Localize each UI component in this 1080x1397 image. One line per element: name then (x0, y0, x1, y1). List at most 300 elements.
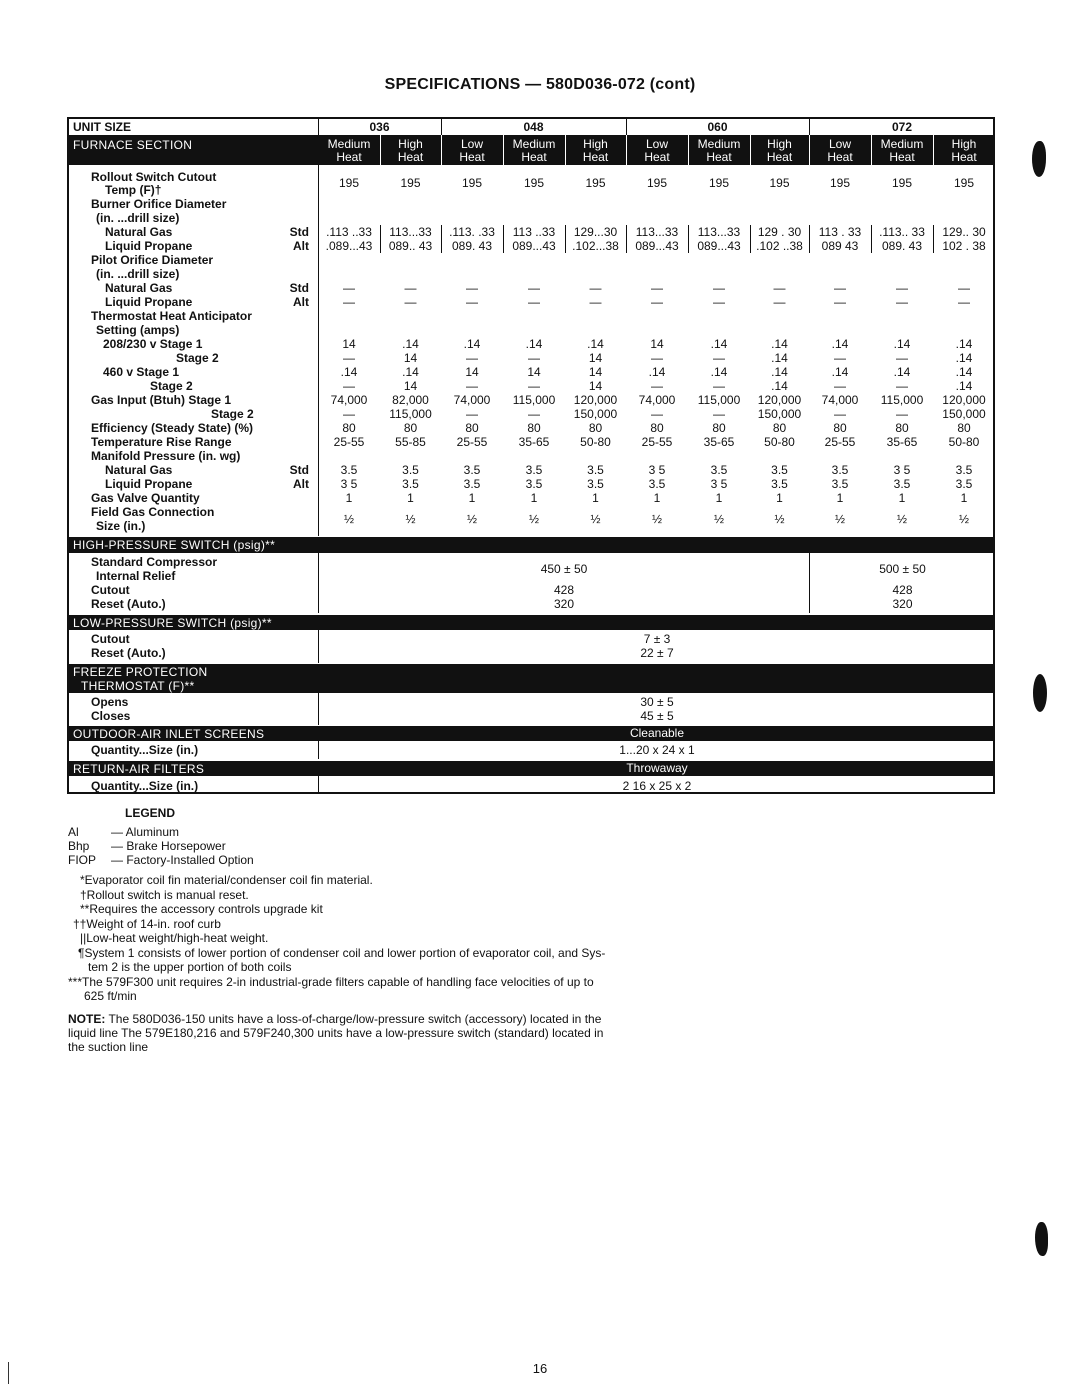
heat-word: Heat (521, 150, 547, 164)
furnace-value-cell: — (343, 351, 355, 365)
row-label: Liquid Propane (105, 239, 193, 253)
furnace-value-cell: 74,000 (330, 393, 368, 407)
furnace-value-cell: 80 (957, 421, 971, 435)
furnace-value-cell: — (343, 281, 355, 295)
furnace-value-cell: 14 (403, 351, 418, 365)
furnace-value-cell: .14 (463, 337, 481, 351)
note-label: NOTE: (68, 1012, 106, 1026)
furnace-value-cell: — (589, 295, 602, 309)
furnace-value-cell: 14 (588, 379, 603, 393)
furnace-value-cell: 80 (588, 421, 603, 435)
furnace-section-label: FURNACE SECTION (73, 138, 193, 152)
furnace-value-cell: 113 . 33 (818, 225, 862, 239)
return-air-header (69, 761, 993, 776)
furnace-value-cell: .14 (648, 365, 666, 379)
row-label: Natural Gas (105, 281, 173, 295)
furnace-value-cell: 1 (592, 491, 599, 505)
divider (688, 135, 689, 165)
furnace-value-cell: 113 ..33 (512, 225, 556, 239)
furnace-value-cell: — (466, 351, 478, 365)
divider (565, 225, 566, 239)
furnace-value-cell: 195 (338, 176, 360, 190)
furnace-value-cell: — (773, 295, 786, 309)
legend-definition: — Brake Horsepower (111, 839, 226, 853)
furnace-value-cell: ½ (466, 512, 477, 526)
heat-level-header (565, 138, 626, 164)
furnace-value-cell: ½ (343, 512, 354, 526)
page-title: SPECIFICATIONS — 580D036-072 (cont) (384, 76, 696, 93)
heat-word: Heat (827, 150, 853, 164)
furnace-value-cell: 129.. 30 (942, 225, 986, 239)
furnace-value-cell: — (834, 407, 846, 421)
furnace-value-cell: 25-55 (456, 435, 488, 449)
furnace-value-cell: 195 (829, 176, 851, 190)
furnace-value-cell: 3.5 (402, 463, 419, 477)
row-label: Opens (91, 695, 129, 709)
furnace-value-cell: .113 ..33 (326, 225, 372, 239)
heat-level-header (503, 138, 565, 164)
furnace-value-cell: 1 (653, 491, 661, 505)
divider (441, 135, 442, 165)
std-alt-label: Std (289, 463, 309, 477)
heat-level-header (380, 138, 441, 164)
furnace-value-cell: 80 (833, 421, 847, 435)
furnace-value-cell: 3.5 (463, 477, 481, 491)
furnace-value-cell: 195 (400, 176, 421, 190)
outdoor-air-label: OUTDOOR-AIR INLET SCREENS (73, 727, 265, 741)
furnace-value-cell: .102 ..38 (756, 239, 803, 253)
divider (933, 135, 934, 165)
furnace-value-cell: ½ (834, 512, 845, 526)
heat-level-word: High (398, 137, 423, 151)
std-alt-label: Alt (293, 295, 309, 309)
heat-word: Heat (582, 150, 609, 164)
furnace-value-cell: 80 (342, 421, 356, 435)
furnace-value-cell: ½ (958, 512, 969, 526)
furnace-value-cell: 25-55 (641, 435, 673, 449)
furnace-value-cell: 3.5 (831, 477, 849, 491)
footnote: ***The 579F300 unit requires 2-in industrial-grade filters capable of handling face velocities of up to (68, 974, 594, 989)
divider (809, 119, 810, 135)
note-line-1: The 580D036-150 units have a loss-of-charge/low-pressure switch (accessory) located in the (105, 1012, 602, 1026)
furnace-value-cell: 113...33 (697, 225, 741, 239)
row-label: Closes (91, 709, 131, 723)
low-pressure-header (69, 615, 993, 630)
row-label: 208/230 v Stage 1 (103, 337, 203, 351)
furnace-value-cell: 3.5 (587, 477, 604, 491)
furnace-value-cell: 129...30 (573, 225, 618, 239)
furnace-value-cell: 113...33 (389, 225, 432, 239)
divider (809, 225, 810, 239)
furnace-value-cell: 1 (898, 491, 906, 505)
furnace-value-cell: .113. .33 (449, 225, 495, 239)
divider (318, 119, 319, 135)
freeze-protection-label-1: FREEZE PROTECTION (73, 665, 208, 679)
furnace-value-cell: 80 (772, 421, 787, 435)
lp-cutout: 7 ± 3 (643, 632, 671, 646)
row-label: Reset (Auto.) (91, 597, 166, 611)
std-alt-label: Alt (293, 239, 309, 253)
divider (626, 225, 627, 239)
furnace-value-cell: ½ (528, 512, 539, 526)
furnace-value-cell: 3 5 (893, 463, 911, 477)
furnace-value-cell: — (466, 281, 478, 295)
row-label: Stage 2 (176, 351, 219, 365)
furnace-value-cell: 14 (588, 351, 603, 365)
row-label: Liquid Propane (105, 295, 193, 309)
furnace-value-cell: 3.5 (893, 477, 911, 491)
furnace-value-cell: — (713, 351, 725, 365)
furnace-value-cell: — (896, 351, 908, 365)
divider (380, 239, 381, 253)
furnace-value-cell: — (466, 295, 478, 309)
legend-title: LEGEND (125, 806, 176, 820)
legend-definition: — Factory-Installed Option (111, 853, 254, 867)
note-line-3: the suction line (68, 1040, 149, 1054)
row-label: Liquid Propane (105, 477, 193, 491)
divider (441, 119, 442, 135)
furnace-value-cell: — (651, 295, 663, 309)
heat-level-header (441, 138, 503, 164)
heat-word: Heat (706, 150, 732, 164)
row-label: Thermostat Heat Anticipator (91, 309, 252, 323)
furnace-value-cell: 150,000 (573, 407, 618, 421)
return-air-qty: 2 16 x 25 x 2 (622, 779, 692, 793)
furnace-value-cell: 74,000 (453, 393, 491, 407)
furnace-value-cell: 50-80 (948, 435, 980, 449)
divider (626, 239, 627, 253)
binder-hole-mark (1035, 1222, 1048, 1256)
furnace-value-cell: 3.5 (648, 477, 666, 491)
heat-level-header (688, 138, 750, 164)
heat-word: Heat (459, 150, 485, 164)
legend-definition: — Aluminum (111, 825, 180, 839)
row-label: (in. ...drill size) (96, 267, 180, 281)
footnote: †Rollout switch is manual reset. (80, 887, 249, 902)
furnace-value-cell: 1 (960, 491, 968, 505)
furnace-value-cell: — (466, 379, 478, 393)
divider (565, 135, 566, 165)
furnace-value-cell: .14 (955, 351, 973, 365)
hp-relief-a: 450 ± 50 (540, 562, 588, 576)
row-label: (in. ...drill size) (96, 211, 180, 225)
furnace-value-cell: — (651, 407, 663, 421)
divider (871, 135, 872, 165)
std-alt-label: Std (289, 225, 309, 239)
page-number: 16 (532, 1361, 548, 1376)
furnace-value-cell: — (958, 295, 970, 309)
row-label: Quantity...Size (in.) (91, 779, 199, 793)
furnace-value-cell: 80 (712, 421, 726, 435)
furnace-value-cell: 089. 43 (451, 239, 493, 253)
furnace-value-cell: 35-65 (518, 435, 550, 449)
heat-level-word: Medium (512, 137, 556, 151)
furnace-value-cell: .14 (893, 337, 911, 351)
return-air-type: Throwaway (626, 761, 688, 775)
furnace-value-cell: .14 (402, 365, 419, 379)
furnace-value-cell: .14 (525, 337, 543, 351)
furnace-value-cell: 1 (836, 491, 844, 505)
furnace-value-cell: — (528, 407, 540, 421)
divider (380, 225, 381, 239)
furnace-value-cell: .089...43 (325, 239, 373, 253)
furnace-value-cell: — (404, 281, 417, 295)
furnace-value-cell: — (896, 379, 908, 393)
furnace-value-cell: .14 (831, 365, 849, 379)
row-label: Manifold Pressure (in. wg) (91, 449, 241, 463)
furnace-value-cell: 1 (345, 491, 353, 505)
furnace-value-cell: — (651, 351, 663, 365)
furnace-value-cell: 3.5 (710, 463, 728, 477)
row-label: Gas Valve Quantity (91, 491, 200, 505)
furnace-value-cell: 3.5 (771, 463, 788, 477)
furnace-value-cell: — (958, 281, 970, 295)
divider (503, 135, 504, 165)
furnace-value-cell: 089...43 (635, 239, 679, 253)
furnace-value-cell: ½ (713, 512, 724, 526)
furnace-value-cell: — (713, 295, 725, 309)
freeze-opens: 30 ± 5 (640, 695, 674, 709)
furnace-value-cell: 1 (530, 491, 538, 505)
furnace-value-cell: ½ (651, 512, 662, 526)
divider (933, 225, 934, 239)
footnote: ||Low-heat weight/high-heat weight. (80, 931, 269, 945)
furnace-value-cell: 3 5 (340, 477, 358, 491)
furnace-value-cell: — (404, 295, 417, 309)
legend-abbr: Bhp (68, 839, 90, 853)
outdoor-air-header (69, 726, 993, 741)
furnace-value-cell: 120,000 (942, 393, 986, 407)
furnace-value-cell: 089...43 (697, 239, 741, 253)
row-label: Natural Gas (105, 463, 173, 477)
specifications-table (67, 117, 995, 794)
heat-level-word: High (951, 137, 977, 151)
row-label: Rollout Switch Cutout (91, 170, 217, 184)
heat-word: Heat (336, 150, 362, 164)
divider (809, 239, 810, 253)
legend-abbr: FIOP (68, 853, 97, 867)
footnote: tem 2 is the upper portion of both coils (88, 960, 292, 974)
row-label: Natural Gas (105, 225, 173, 239)
furnace-section-header (69, 135, 993, 165)
furnace-value-cell: 14 (403, 379, 418, 393)
divider (809, 135, 810, 165)
furnace-value-cell: — (343, 379, 355, 393)
return-air-label: RETURN-AIR FILTERS (73, 762, 205, 776)
heat-word: Heat (951, 150, 977, 164)
furnace-value-cell: 195 (585, 176, 606, 190)
furnace-value-cell: 35-65 (703, 435, 735, 449)
legend-abbr: Al (68, 825, 79, 839)
divider (750, 135, 751, 165)
furnace-value-cell: .14 (340, 365, 358, 379)
furnace-value-cell: 74,000 (821, 393, 859, 407)
binder-hole-mark (1033, 674, 1047, 712)
furnace-value-cell: 113...33 (635, 225, 679, 239)
furnace-value-cell: 25-55 (824, 435, 856, 449)
furnace-value-cell: 3.5 (463, 463, 481, 477)
furnace-value-cell: .14 (402, 337, 419, 351)
heat-level-word: Medium (880, 137, 924, 151)
freeze-closes: 45 ± 5 (640, 709, 674, 723)
size-072: 072 (891, 120, 913, 134)
divider (318, 165, 319, 536)
footnote: ††Weight of 14-in. roof curb (73, 916, 221, 931)
binder-hole-mark (1032, 141, 1046, 177)
furnace-value-cell: ½ (774, 512, 785, 526)
furnace-value-cell: — (713, 407, 725, 421)
furnace-value-cell: .14 (771, 337, 788, 351)
furnace-value-cell: 115,000 (389, 407, 432, 421)
lp-reset: 22 ± 7 (640, 646, 674, 660)
furnace-value-cell: 3.5 (955, 477, 973, 491)
furnace-value-cell: — (651, 281, 663, 295)
divider (441, 225, 442, 239)
furnace-value-cell: 14 (342, 337, 356, 351)
furnace-value-cell: 1 (776, 491, 783, 505)
furnace-value-cell: 1 (407, 491, 414, 505)
hp-cutout-a: 428 (553, 583, 575, 597)
furnace-value-cell: — (713, 379, 725, 393)
heat-level-header (750, 138, 809, 164)
heat-word: Heat (397, 150, 424, 164)
furnace-value-cell: 3.5 (771, 477, 788, 491)
furnace-value-cell: 195 (891, 176, 913, 190)
hp-reset-b: 320 (892, 597, 913, 611)
row-label: Setting (amps) (96, 323, 180, 337)
note-line-2: liquid line The 579E180,216 and 579F240,300 units have a low-pressure switch (standard) located in (68, 1026, 604, 1040)
row-label: Cutout (91, 583, 130, 597)
furnace-value-cell: — (834, 379, 846, 393)
furnace-value-cell: 089 43 (821, 239, 859, 253)
furnace-value-cell: 195 (769, 176, 790, 190)
furnace-value-cell: 195 (708, 176, 730, 190)
furnace-value-cell: — (896, 281, 908, 295)
furnace-value-cell: 089...43 (512, 239, 556, 253)
furnace-value-cell: — (589, 281, 602, 295)
furnace-value-cell: — (834, 281, 846, 295)
furnace-value-cell: 3.5 (340, 463, 358, 477)
divider (688, 239, 689, 253)
size-048: 048 (523, 120, 544, 134)
row-label: Temperature Rise Range (91, 435, 232, 449)
std-alt-label: Std (289, 281, 309, 295)
furnace-value-cell: — (896, 407, 908, 421)
row-label: Burner Orifice Diameter (91, 197, 227, 211)
furnace-value-cell: ½ (405, 512, 416, 526)
divider (503, 225, 504, 239)
note (68, 1012, 708, 1054)
heat-level-header (871, 138, 933, 164)
furnace-value-cell: 120,000 (573, 393, 618, 407)
furnace-value-cell: .14 (955, 337, 973, 351)
high-pressure-header (69, 537, 993, 553)
row-label: Field Gas Connection (91, 505, 215, 519)
divider (750, 239, 751, 253)
size-060: 060 (707, 120, 728, 134)
heat-level-word: Low (645, 137, 668, 151)
row-label: Size (in.) (96, 519, 146, 533)
row-label: Stage 2 (211, 407, 254, 421)
furnace-value-cell: 150,000 (942, 407, 986, 421)
divider (565, 239, 566, 253)
furnace-value-cell: 195 (461, 176, 483, 190)
furnace-value-cell: .102...38 (572, 239, 619, 253)
furnace-value-cell: 1 (468, 491, 476, 505)
divider (626, 119, 627, 135)
row-label: Gas Input (Btuh) Stage 1 (91, 393, 232, 407)
low-pressure-label: LOW-PRESSURE SWITCH (psig)** (73, 616, 272, 630)
row-label: Temp (F)† (105, 183, 162, 197)
row-label: 460 v Stage 1 (103, 365, 180, 379)
footnote: *Evaporator coil fin material/condenser coil fin material. (80, 873, 373, 887)
furnace-value-cell: .14 (587, 337, 604, 351)
furnace-value-cell: .14 (771, 365, 788, 379)
outdoor-air-qty: 1...20 x 24 x 1 (619, 743, 695, 757)
furnace-value-cell: — (528, 379, 540, 393)
furnace-value-cell: 129 . 30 (757, 225, 802, 239)
hp-reset-a: 320 (553, 597, 575, 611)
furnace-value-cell: 14 (465, 365, 479, 379)
furnace-value-cell: — (343, 295, 355, 309)
furnace-value-cell: ½ (896, 512, 907, 526)
row-label: Internal Relief (96, 569, 176, 583)
furnace-value-cell: 14 (650, 337, 664, 351)
heat-word: Heat (766, 150, 793, 164)
divider (933, 239, 934, 253)
furnace-value-cell: 50-80 (580, 435, 611, 449)
row-label: Stage 2 (150, 379, 193, 393)
furnace-value-cell: .14 (831, 337, 849, 351)
furnace-value-cell: — (528, 281, 540, 295)
furnace-value-cell: ½ (590, 512, 601, 526)
heat-level-word: Low (828, 137, 851, 151)
furnace-value-cell: .14 (710, 365, 728, 379)
heat-word: Heat (889, 150, 915, 164)
heat-level-word: Low (460, 137, 483, 151)
furnace-value-cell: — (896, 295, 908, 309)
heat-level-header (809, 138, 871, 164)
furnace-value-cell: .14 (955, 379, 973, 393)
high-pressure-label: HIGH-PRESSURE SWITCH (psig)** (73, 538, 276, 552)
furnace-value-cell: .113.. 33 (879, 225, 925, 239)
furnace-value-cell: 1 (715, 491, 723, 505)
row-label: Reset (Auto.) (91, 646, 166, 660)
size-036: 036 (369, 120, 390, 134)
freeze-protection-label-2: THERMOSTAT (F)** (81, 679, 195, 693)
furnace-value-cell: 115,000 (880, 393, 924, 407)
heat-level-header (933, 138, 995, 164)
furnace-value-cell: 150,000 (757, 407, 802, 421)
furnace-value-cell: 195 (646, 176, 668, 190)
furnace-value-cell: 3.5 (525, 463, 543, 477)
furnace-value-cell: .14 (771, 379, 788, 393)
heat-level-word: Medium (327, 137, 371, 151)
divider (750, 225, 751, 239)
divider (871, 239, 872, 253)
hp-cutout-b: 428 (892, 583, 913, 597)
hp-relief-b: 500 ± 50 (879, 562, 926, 576)
furnace-value-cell: 120,000 (757, 393, 802, 407)
footnote: ¶System 1 consists of lower portion of condenser coil and lower portion of evaporator coil, and Sys- (78, 945, 606, 960)
heat-level-header (318, 138, 380, 164)
furnace-value-cell: 195 (953, 176, 975, 190)
furnace-value-cell: 115,000 (512, 393, 556, 407)
furnace-value-cell: 25-55 (333, 435, 365, 449)
heat-level-header (626, 138, 688, 164)
furnace-value-cell: — (466, 407, 478, 421)
furnace-value-cell: 80 (527, 421, 541, 435)
